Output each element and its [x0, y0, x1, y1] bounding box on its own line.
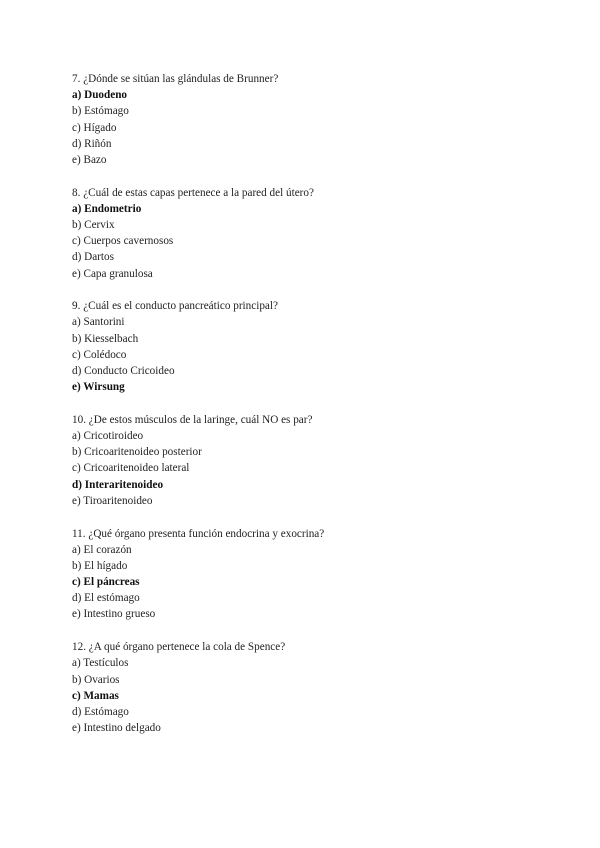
answer-option-b: b) El hígado	[72, 559, 128, 572]
answer-option-a-correct: a) Duodeno	[72, 89, 128, 102]
answer-option-b: b) Kiesselbach	[72, 332, 139, 345]
answer-option-e-correct: e) Wirsung	[72, 381, 125, 394]
question-prompt: 7. ¿Dónde se sitúan las glándulas de Brunner?	[72, 73, 279, 85]
answer-option-c-correct: c) Mamas	[72, 689, 119, 702]
answer-option-d: d) El estómago	[72, 592, 140, 605]
question-11	[72, 526, 552, 623]
answer-option-d: d) Riñón	[72, 137, 112, 150]
answer-option-a-correct: a) Endometrio	[72, 202, 142, 215]
answer-option-b: b) Cervix	[72, 219, 115, 231]
answer-option-c: c) Cuerpos cavernosos	[72, 235, 174, 248]
answer-option-e: e) Intestino delgado	[72, 722, 161, 735]
answer-option-c-correct: c) El páncreas	[72, 576, 140, 589]
answer-option-d: d) Dartos	[72, 251, 114, 264]
question-9	[72, 298, 552, 395]
answer-option-c: c) Colédoco	[72, 348, 127, 361]
answer-option-d-correct: d) Interaritenoideo	[72, 478, 164, 491]
answer-option-e: e) Tiroaritenoideo	[72, 494, 153, 507]
answer-option-b: b) Ovarios	[72, 673, 120, 686]
question-prompt: 12. ¿A qué órgano pertenece la cola de Spence?	[72, 641, 286, 654]
answer-option-a: a) El corazón	[72, 543, 132, 556]
answer-option-d: d) Conducto Cricoideo	[72, 365, 175, 377]
answer-option-a: a) Cricotiroideo	[72, 430, 144, 443]
question-8	[72, 185, 552, 282]
answer-option-e: e) Intestino grueso	[72, 608, 156, 621]
answer-option-e: e) Bazo	[72, 153, 107, 166]
question-12	[72, 639, 552, 736]
answer-option-a: a) Santorini	[72, 316, 125, 329]
answer-option-c: c) Hígado	[72, 121, 117, 134]
question-prompt: 11. ¿Qué órgano presenta función endocrina y exocrina?	[72, 527, 325, 540]
answer-option-d: d) Estómago	[72, 705, 129, 718]
question-prompt: 10. ¿De estos músculos de la laringe, cuál NO es par?	[72, 413, 313, 426]
answer-option-a: a) Testículos	[72, 657, 129, 670]
question-7	[72, 71, 552, 168]
answer-option-b: b) Cricoaritenoideo posterior	[72, 446, 202, 459]
answer-option-b: b) Estómago	[72, 105, 129, 118]
question-10	[72, 412, 552, 509]
question-list	[72, 71, 552, 753]
question-prompt: 8. ¿Cuál de estas capas pertenece a la pared del útero?	[72, 186, 314, 199]
answer-option-e: e) Capa granulosa	[72, 267, 153, 280]
answer-option-c: c) Cricoaritenoideo lateral	[72, 462, 190, 475]
question-prompt: 9. ¿Cuál es el conducto pancreático principal?	[72, 300, 278, 313]
